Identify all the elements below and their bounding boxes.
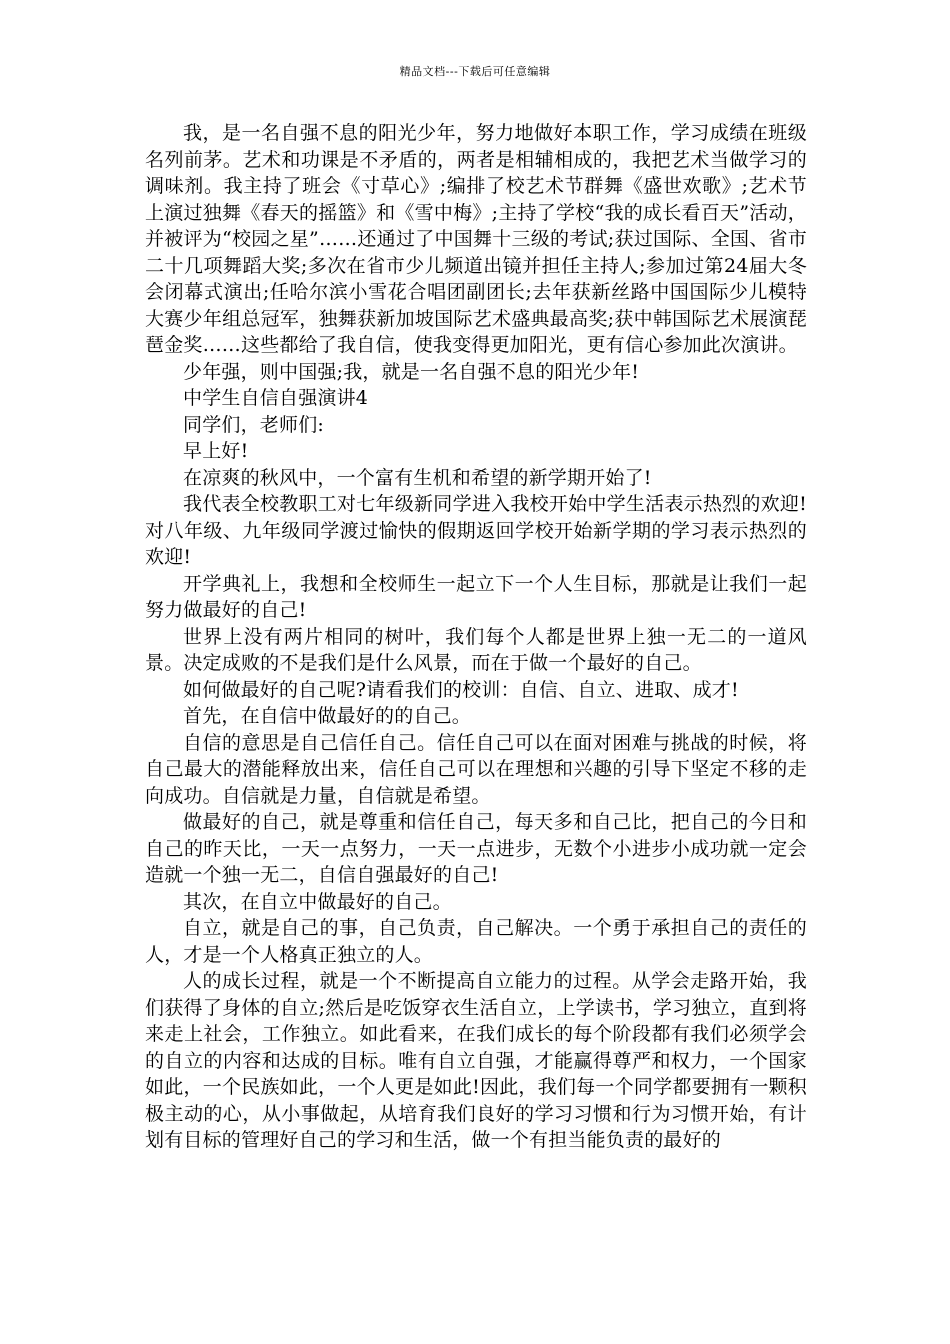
paragraph-10: 做最好的自己，就是尊重和信任自己，每天多和自己比，把自己的今日和自己的昨天比，一天一点努力，一天一点进步，无数个小进步小成功就一定会造就一个独一无二，自信自强最好的自己! <box>145 811 807 886</box>
paragraph-4: 我代表全校教职工对七年级新同学进入我校开始中学生活表示热烈的欢迎!对八年级、九年级同学渡过愉快的假期返回学校开始新学期的学习表示热烈的欢迎! <box>145 493 807 568</box>
paragraph-9: 自信的意思是自己信任自己。信任自己可以在面对困难与挑战的时候，将自己最大的潜能释放出来，信任自己可以在理想和兴趣的引导下坚定不移的走向成功。自信就是力量，自信就是希望。 <box>145 731 807 807</box>
paragraph-1: 我，是一名自强不息的阳光少年，努力地做好本职工作，学习成绩在班级名列前茅。艺术和功课是不矛盾的，两者是相辅相成的，我把艺术当做学习的调味剂。我主持了班会《寸草心》;编排了校艺术节群舞《盛世欢歌》;艺术节上演过独舞《春天的摇篮》和《雪中梅》;主持了学校“我的成长看百天”活动，并被评为“校园之星”……还通过了中国舞十三级的考试;获过国际、全国、省市二十几项舞蹈大奖;多次在省市少儿频道出镜并担任主持人;参加过第24届大冬会闭幕式演出;任哈尔滨小雪花合唱团副团长;去年获新丝路中国国际少儿模特大赛少年组总冠军，独舞获新加坡国际艺术盛典最高奖;获中韩国际艺术展演琵琶金奖……这些都给了我自信，使我变得更加阳光，更有信心参加此次演讲。 <box>145 122 807 356</box>
paragraph-2: 少年强，则中国强;我，就是一名自强不息的阳光少年! <box>183 360 640 383</box>
paragraph-7: 如何做最好的自己呢?请看我们的校训：自信、自立、进取、成才! <box>183 678 739 701</box>
page-header: 精品文档---下载后可任意编辑 <box>399 65 551 78</box>
paragraph-13: 人的成长过程，就是一个不断提高自立能力的过程。从学会走路开始，我们获得了身体的自立;然后是吃饭穿衣生活自立，上学读书，学习独立，直到将来走上社会，工作独立。如此看来，在我们成长的每个阶段都有我们必须学会的自立的内容和达成的目标。唯有自立自强，才能赢得尊严和权力，一个国家如此，一个民族如此，一个人更是如此!因此，我们每一个同学都要拥有一颗积极主动的心，从小事做起，从培育我们良好的学习习惯和行为习惯开始，有计划有目标的管理好自己的学习和生活，做一个有担当能负责的最好的 <box>145 970 807 1151</box>
paragraph-8: 首先，在自信中做最好的的自己。 <box>183 705 472 727</box>
paragraph-5: 开学典礼上，我想和全校师生一起立下一个人生目标，那就是让我们一起努力做最好的自己! <box>145 572 807 621</box>
paragraph-6: 世界上没有两片相同的树叶，我们每个人都是世界上独一无二的一道风景。决定成败的不是我们是什么风景，而在于做一个最好的自己。 <box>145 625 807 674</box>
paragraph-3: 在凉爽的秋风中，一个富有生机和希望的新学期开始了! <box>183 466 652 489</box>
greeting: 早上好! <box>183 440 249 462</box>
document-body <box>145 120 807 1154</box>
paragraph-12: 自立，就是自己的事，自己负责，自己解决。一个勇于承担自己的责任的人，才是一个人格真正独立的人。 <box>145 917 807 966</box>
speech-title: 中学生自信自强演讲4 <box>183 387 369 409</box>
paragraph-11: 其次，在自立中做最好的自己。 <box>183 890 452 913</box>
salutation: 同学们，老师们: <box>183 413 325 436</box>
